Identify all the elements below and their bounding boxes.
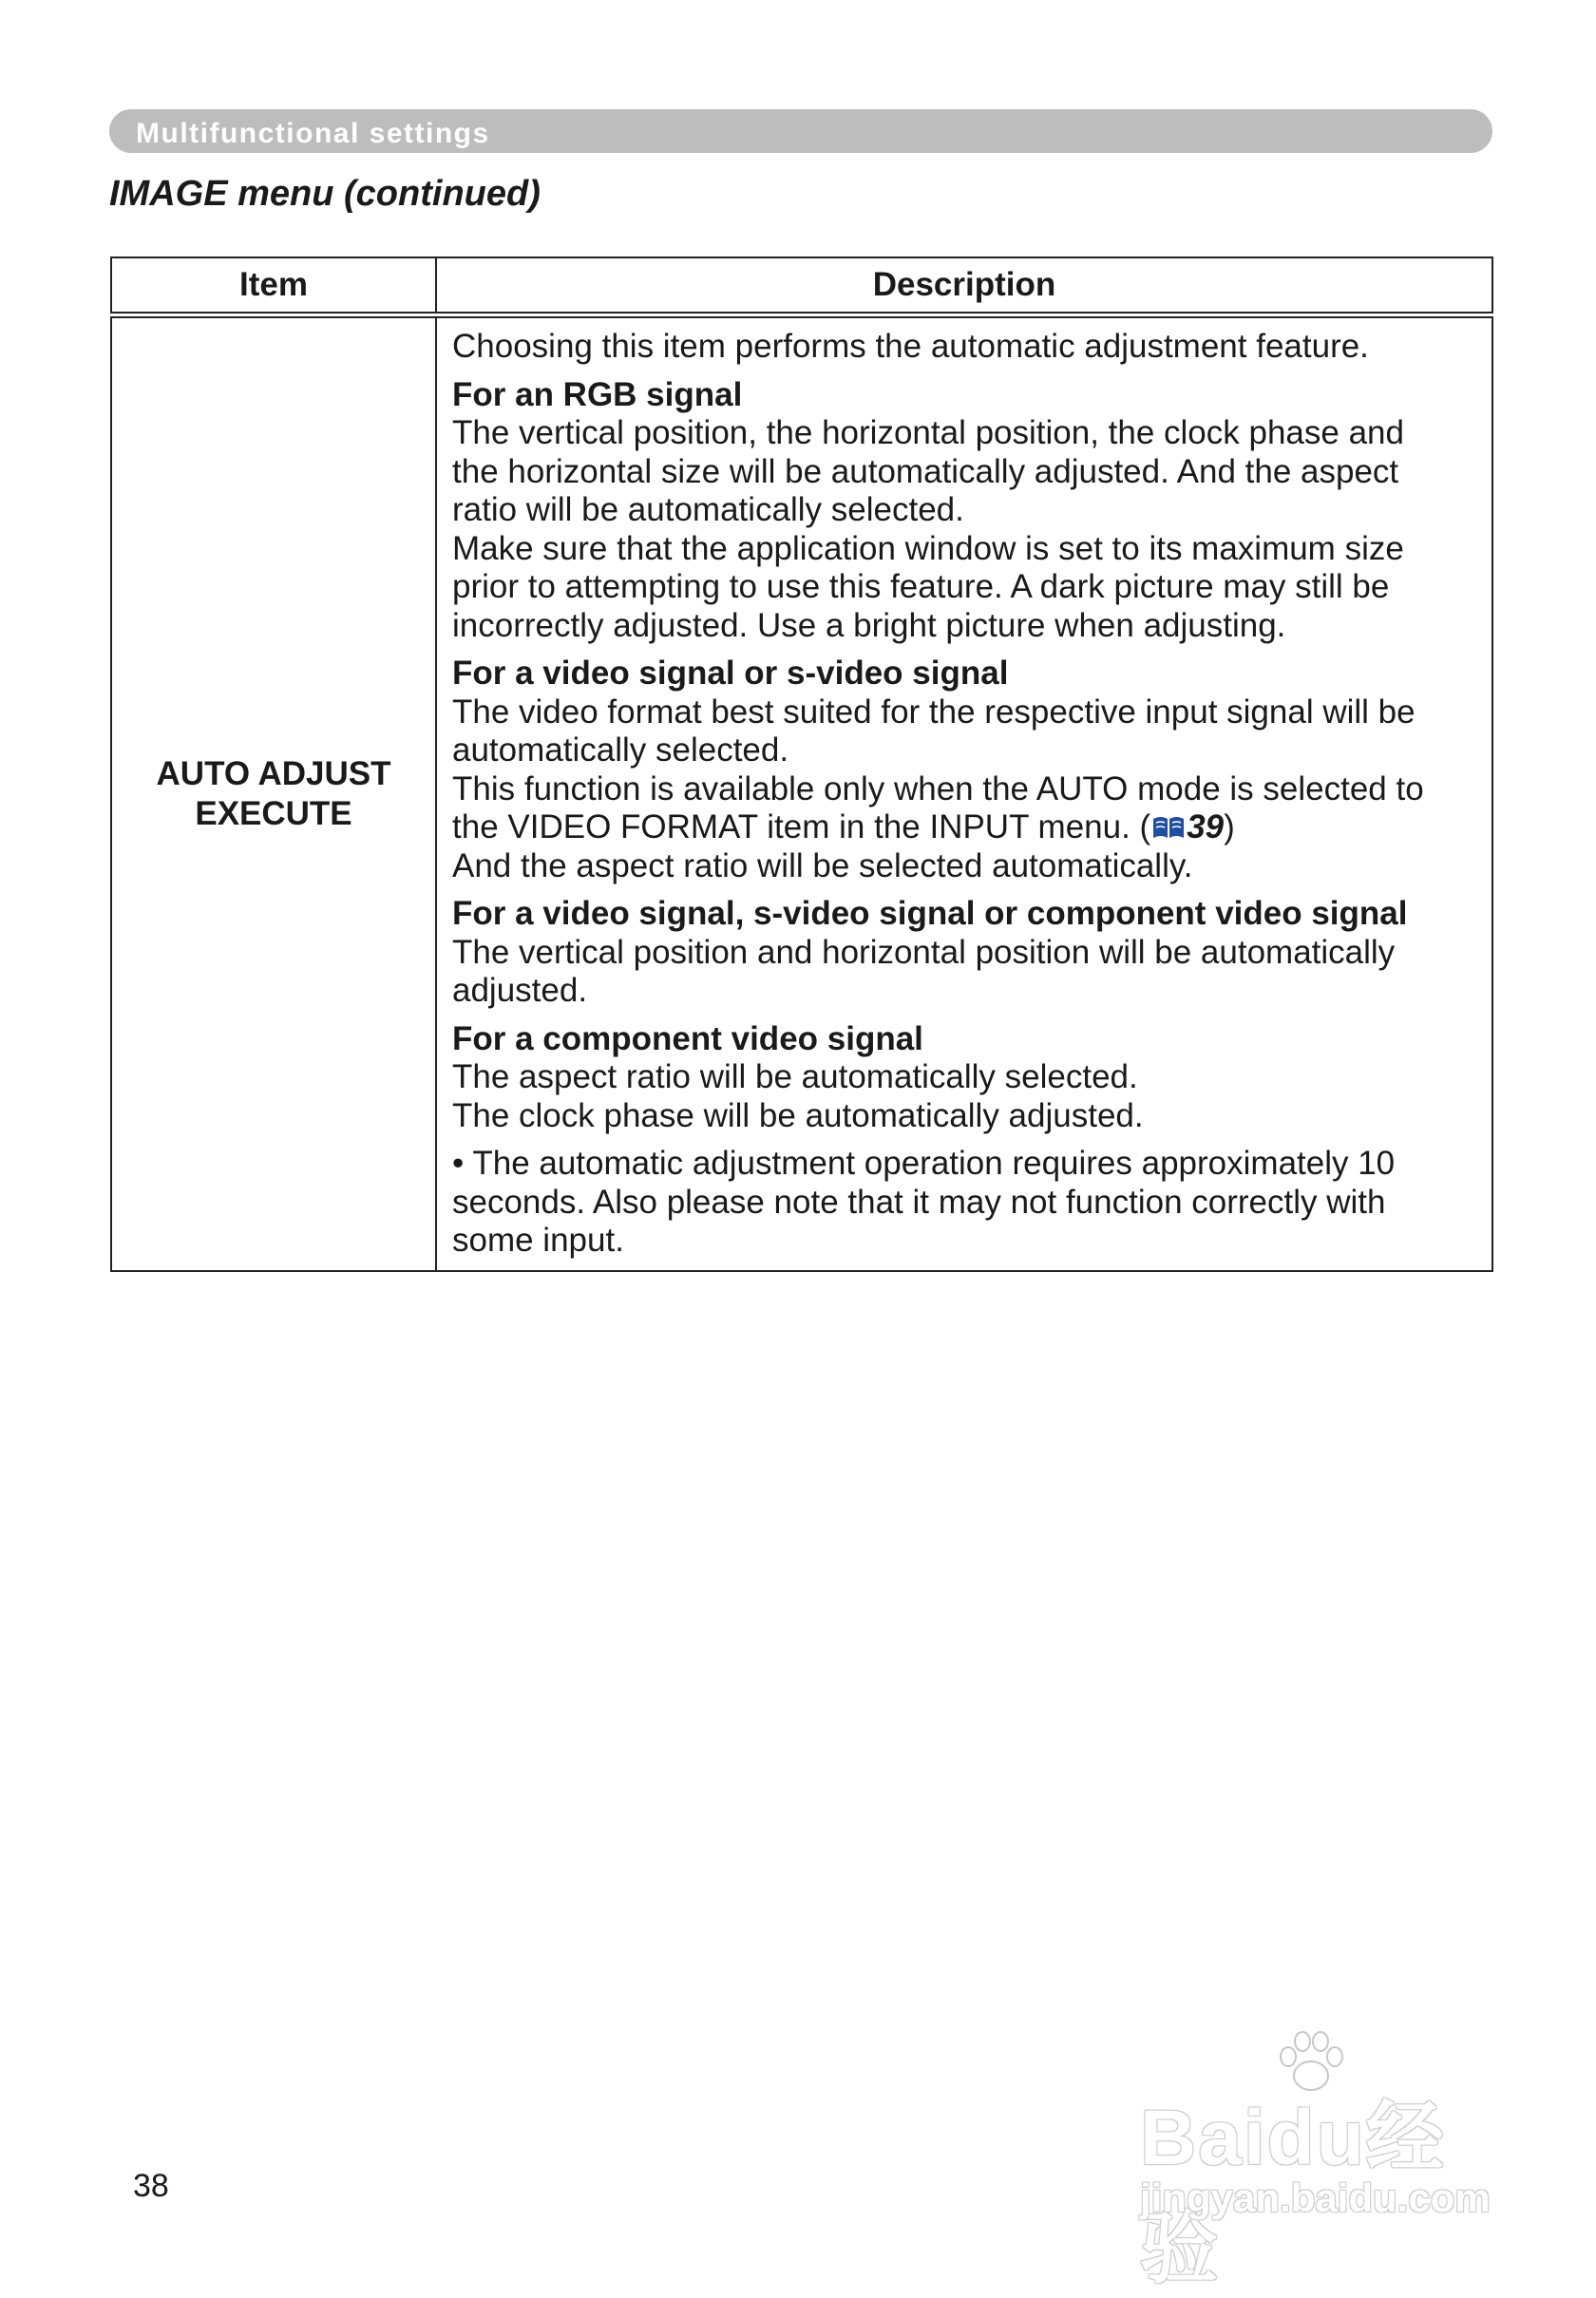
section-header-bar (109, 109, 1492, 153)
video-section (452, 655, 1478, 885)
column-header-description: Description (436, 257, 1492, 315)
description-cell (436, 315, 1492, 1271)
component-text-line: The clock phase will be automatically adjusted. (452, 1096, 1144, 1134)
video-heading: For a video signal or s-video signal (452, 655, 1009, 692)
rgb-text-line: prior to attempting to use this feature. A dark picture may still be (452, 568, 1390, 605)
video-ref-text: the VIDEO FORMAT item in the INPUT menu. ( (452, 808, 1151, 845)
rgb-heading: For an RGB signal (452, 375, 743, 413)
rgb-text-line: Make sure that the application window is set to its maximum size (452, 529, 1404, 567)
component-all-text-line: The vertical position and horizontal position will be automatically (452, 933, 1396, 971)
video-ref-line (452, 808, 1478, 847)
video-text-line: And the aspect ratio will be selected automatically. (452, 846, 1193, 884)
item-name-line: AUTO ADJUST (156, 754, 391, 792)
table-row (111, 315, 1492, 1271)
video-ref-close: ) (1224, 808, 1235, 845)
page-title: IMAGE menu (continued) (109, 174, 541, 214)
menu-table (110, 256, 1493, 1272)
rgb-text-line: the horizontal size will be automatically adjusted. And the aspect (452, 452, 1399, 490)
rgb-text-line: incorrectly adjusted. Use a bright picture when adjusting. (452, 606, 1286, 644)
component-heading: For a component video signal (452, 1019, 923, 1057)
watermark-url: jingyan.baidu.com (1140, 2175, 1491, 2220)
item-name-line: EXECUTE (195, 794, 352, 832)
note-text-line: some input. (452, 1222, 624, 1259)
watermark-brand: Baidu经验 (1140, 2095, 1446, 2292)
page-number: 38 (133, 2168, 169, 2204)
section-header-label: Multifunctional settings (136, 118, 490, 149)
rgb-text-line: ratio will be automatically selected. (452, 491, 964, 528)
rgb-text-line: The vertical position, the horizontal position, the clock phase and (452, 414, 1404, 451)
note-text-line: seconds. Also please note that it may not function correctly with (452, 1183, 1386, 1221)
watermark (1121, 2028, 1520, 2292)
component-text-line: The aspect ratio will be automatically selected. (452, 1058, 1138, 1095)
item-name-cell (111, 315, 436, 1271)
intro-text: Choosing this item performs the automatic adjustment feature. (452, 328, 1369, 365)
book-icon (1151, 814, 1186, 841)
note-text-line: • The automatic adjustment operation requires approximately 10 (452, 1145, 1396, 1182)
column-header-item: Item (111, 257, 436, 315)
rgb-section (452, 376, 1478, 646)
table-header-row (111, 257, 1492, 315)
component-all-heading: For a video signal, s-video signal or component video signal (452, 895, 1408, 932)
video-text-line: This function is available only when the AUTO mode is selected to (452, 769, 1424, 807)
page-reference-link[interactable]: 39 (1187, 808, 1225, 845)
component-all-text-line: adjusted. (452, 972, 588, 1009)
video-text-line: The video format best suited for the respective input signal will be (452, 693, 1416, 731)
component-all-section (452, 895, 1478, 1011)
note-section (452, 1145, 1478, 1261)
intro-paragraph (452, 328, 1478, 367)
video-text-line: automatically selected. (452, 731, 789, 769)
component-section (452, 1020, 1478, 1136)
